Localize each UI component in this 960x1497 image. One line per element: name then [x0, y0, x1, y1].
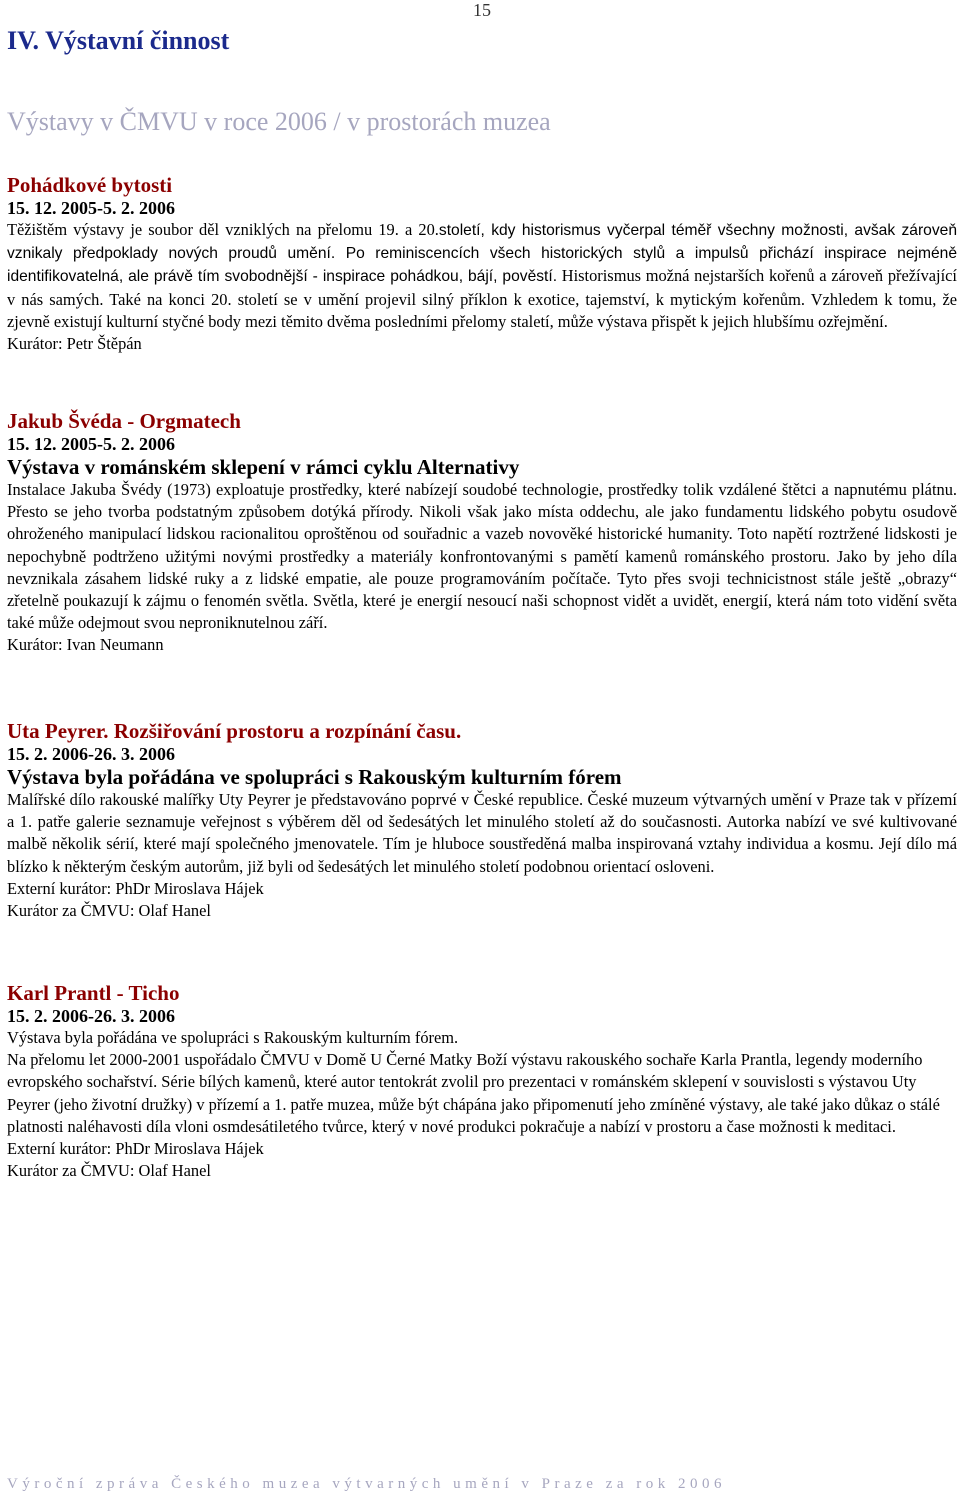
curator: Kurátor za ČMVU: Olaf Hanel [7, 1161, 211, 1181]
exhibition-title: Pohádkové bytosti [7, 173, 173, 197]
chapter-title: IV. Výstavní činnost [7, 26, 230, 55]
exhibition-description: Malířské dílo rakouské malířky Uty Peyrer je představováno poprvé v České republice. České muzeum výtvarných umění v Praze tak v přízemí a 1. patře galerie seznamuje veřejnost s výběrem děl od šedesátých let minulého století až do současnosti. Autorka nabízí ve své kultivované malbě několik sérií, které mají společného jmenovatele. Tím je hluboce soustředěná malba inspirovaná vztahy individua a kosmu. Její dílo má blízko k některým českým autorům, již byli od šedesátých let minulého století podobnou orientací osloveni. [7, 790, 957, 876]
description-part: Historismus možná nejstarších kořenů a zároveň přežívající v nás samých. Také na konci 20. [7, 266, 957, 309]
description-part: století, kdy historismus vyčerpal téměř všechny možnosti, avšak zároveň vznikaly předpoklady nových proudů umění. Po reminiscencích všech historických stylů a impulsů přichází inspirace nejméně identifikovatelná, ale právě tím svobodnější - inspirace pohádkou, bájí, pověstí. [7, 222, 957, 286]
exhibition-orgmatech [7, 409, 957, 657]
exhibition-karl-prantl [7, 981, 957, 1182]
exhibition-pohadkove-bytosti [7, 173, 957, 355]
exhibition-date: 15. 12. 2005-5. 2. 2006 [7, 198, 175, 218]
exhibition-subtitle: Výstava byla pořádána ve spolupráci s Rakouským kulturním fórem [7, 765, 622, 789]
cooperation-note: Výstava byla pořádána ve spolupráci s Rakouským kulturním fórem. [7, 1028, 459, 1047]
exhibition-date: 15. 2. 2006-26. 3. 2006 [7, 1006, 175, 1026]
description-part: století se v umění projevil silný příklon k exotice, tajemství, k mytickým kořenům. [237, 289, 805, 309]
exhibition-date: 15. 2. 2006-26. 3. 2006 [7, 744, 175, 764]
external-curator: Externí kurátor: PhDr Miroslava Hájek [7, 1139, 264, 1159]
exhibition-title: Karl Prantl - Ticho [7, 981, 180, 1005]
exhibition-description: Instalace Jakuba Švédy (1973) exploatuje prostředky, které nabízejí soudobé technologie, prostředky tolik vzdálené štětci a napnutému plátnu. Přesto se jeho tvorba podstatným způsobem dotýká přírody. Nikoli však jako místa oddechu, ale jako fundamentu lidského pobytu osudově ohroženého manipulací lidskou racionalitou oproštěnou od souřadnic a vazeb novověké historické humanity. Toto napětí roztržené lidskosti je nepochybně podtrženo užitými novými prostředky a materiály konfrontovanými s pamětí kamenů románského prostoru. Jako by jeho díla nevznikala zásahem lidské ruky a z lidské empatie, ale pouze programováním počítače. Tyto přes svoji technicistnost stále ještě „obrazy“ zřetelně poukazují k zájmu o fenomén světla. Světla, které je energií nesoucí naši schopnost vidět a uvidět, energií, která nám toto vidění světa také může odejmout svou neproniknutelnou září. [7, 480, 957, 633]
curator: Kurátor: Ivan Neumann [7, 635, 164, 655]
exhibition-date: 15. 12. 2005-5. 2. 2006 [7, 434, 175, 454]
exhibition-description [7, 219, 957, 333]
exhibition-title: Jakub Švéda - Orgmatech [7, 409, 241, 433]
description-part: Těžištěm výstavy je soubor děl vzniklých na přelomu 19. a 20. [7, 220, 439, 239]
curator: Kurátor: Petr Štěpán [7, 334, 142, 354]
external-curator: Externí kurátor: PhDr Miroslava Hájek [7, 878, 264, 898]
exhibition-subtitle: Výstava v románském sklepení v rámci cyklu Alternativy [7, 455, 520, 479]
exhibition-description: Na přelomu let 2000-2001 uspořádalo ČMVU v Domě U Černé Matky Boží výstavu rakouského sochaře Karla Prantla, legendy moderního evropského sochařství. Série bílých kamenů, které autor tentokrát zvolil pro prezentaci v románském sklepení v souvislosti s výstavou Uty Peyrer (jeho životní družky) v přízemí a 1. patře muzea, může být chápána jako připomenutí jeho zmíněné výstavy, ale také jako důkaz o stálé platnosti naléhavosti díla vloni osmdesátiletého tvůrce, který v nové produkci pokračuje a nabízí v prostoru a čase možnosti k meditaci. [7, 1050, 940, 1136]
curator: Kurátor za ČMVU: Olaf Hanel [7, 901, 211, 921]
exhibition-title: Uta Peyrer. Rozšiřování prostoru a rozpínání času. [7, 719, 462, 743]
exhibition-uta-peyrer [7, 719, 957, 922]
description-part: Vzhledem k tomu, že zjevně existují kulturní styčné body mezi těmito dvěma posledními přelomy staletí, může výstava přispět k jejich hlubšímu ozřejmění. [7, 289, 958, 331]
section-title: Výstavy v ČMVU v roce 2006 / v prostorách muzea [7, 107, 551, 136]
page-number: 15 [473, 0, 491, 20]
page-footer: Výroční zpráva Českého muzea výtvarných umění v Praze za rok 2006 [7, 1476, 727, 1492]
